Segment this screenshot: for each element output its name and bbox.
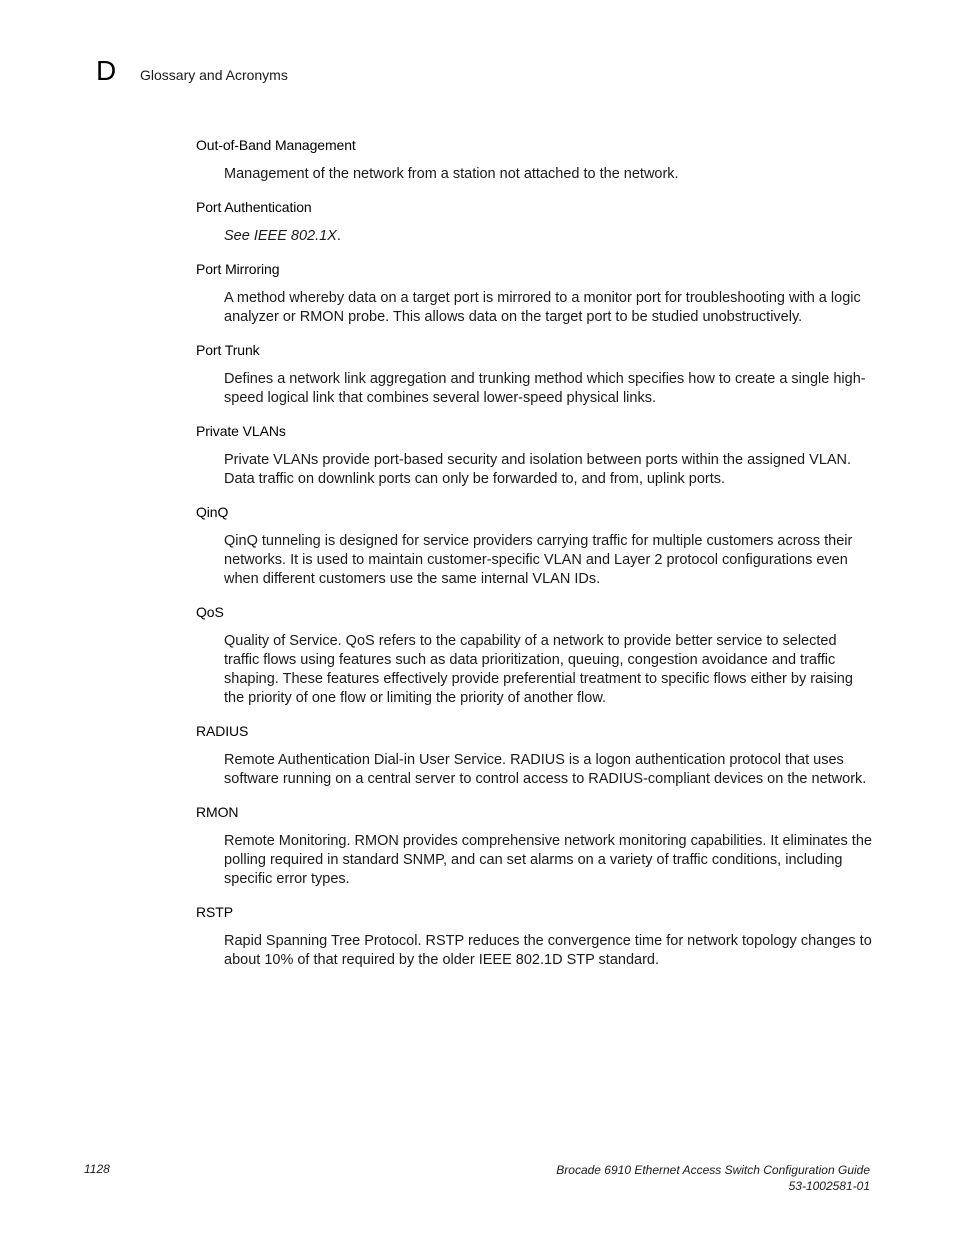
chapter-title: Glossary and Acronyms: [140, 67, 288, 83]
glossary-entry-port-authentication: [196, 198, 876, 246]
glossary-term: Port Trunk: [196, 342, 260, 358]
glossary-term: RSTP: [196, 904, 233, 920]
footer-doc-info: [556, 1162, 870, 1194]
glossary-entry-rmon: [196, 803, 876, 889]
glossary-entry-private-vlans: [196, 422, 876, 489]
glossary-definition: QinQ tunneling is designed for service providers carrying traffic for multiple customers across their networks. It is used to maintain customer-specific VLAN and Layer 2 protocol configurations even when different customers use the same internal VLAN IDs.: [224, 533, 853, 587]
glossary-entry-radius: [196, 722, 876, 789]
glossary-definition: A method whereby data on a target port is mirrored to a monitor port for troubleshooting with a logic analyzer or RMON probe. This allows data on the target port to be studied unobstructively.: [224, 290, 861, 325]
glossary-definition: [224, 227, 872, 246]
page-number: 1128: [84, 1162, 110, 1176]
footer-doc-title: Brocade 6910 Ethernet Access Switch Configuration Guide: [556, 1163, 870, 1177]
glossary-term: Port Authentication: [196, 199, 312, 215]
glossary-entry-port-mirroring: [196, 260, 876, 327]
glossary-term: QinQ: [196, 504, 229, 520]
glossary-entry-qinq: [196, 503, 876, 589]
glossary-entry-qos: [196, 603, 876, 708]
glossary-definition: Management of the network from a station not attached to the network.: [224, 166, 679, 182]
glossary-term: RADIUS: [196, 723, 249, 739]
glossary-term: Out-of-Band Management: [196, 137, 356, 153]
footer-doc-number: 53-1002581-01: [788, 1179, 870, 1193]
glossary-term: RMON: [196, 804, 239, 820]
appendix-letter: D: [96, 55, 117, 86]
glossary-list: [196, 136, 876, 984]
glossary-entry-rstp: [196, 903, 876, 970]
glossary-term: QoS: [196, 604, 224, 620]
glossary-definition: Remote Monitoring. RMON provides comprehensive network monitoring capabilities. It eliminates the polling required in standard SNMP, and can set alarms on a variety of traffic conditions, including specific error types.: [224, 833, 872, 887]
glossary-entry-out-of-band-management: [196, 136, 876, 184]
cross-reference-link: See IEEE 802.1X: [224, 228, 337, 244]
glossary-definition: Rapid Spanning Tree Protocol. RSTP reduces the convergence time for network topology changes to about 10% of that required by the older IEEE 802.1D STP standard.: [224, 933, 872, 968]
glossary-definition: Private VLANs provide port-based security and isolation between ports within the assigned VLAN. Data traffic on downlink ports can only be forwarded to, and from, uplink ports.: [224, 452, 852, 487]
glossary-definition: Quality of Service. QoS refers to the capability of a network to provide better service to selected traffic flows using features such as data prioritization, queuing, congestion avoidance and traffic shaping. These features effectively provide preferential treatment to specific flows either by raising the priority of one flow or limiting the priority of another flow.: [224, 633, 853, 706]
glossary-term: Port Mirroring: [196, 261, 280, 277]
glossary-term: Private VLANs: [196, 423, 286, 439]
glossary-entry-port-trunk: [196, 341, 876, 408]
glossary-definition: Remote Authentication Dial-in User Service. RADIUS is a logon authentication protocol that uses software running on a central server to control access to RADIUS-compliant devices on the network.: [224, 752, 867, 787]
definition-punctuation: .: [336, 228, 341, 244]
glossary-definition: Defines a network link aggregation and trunking method which specifies how to create a single high-speed logical link that combines several lower-speed physical links.: [224, 371, 866, 406]
